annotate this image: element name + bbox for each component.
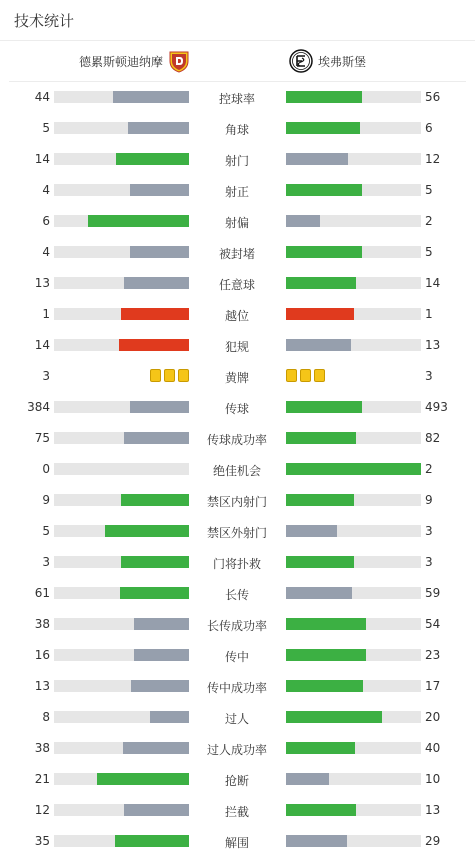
stat-row	[0, 702, 475, 733]
home-stat-bar	[54, 587, 189, 599]
away-stat-value: 40	[425, 741, 441, 755]
home-stat-value: 38	[34, 617, 50, 631]
stat-label: 过人	[224, 712, 249, 726]
stat-label: 控球率	[218, 92, 255, 106]
away-stat-value: 2	[425, 462, 433, 476]
away-stat-bar-fill	[286, 711, 382, 723]
home-stat-bar-fill	[124, 804, 189, 816]
away-stat-value: 3	[425, 524, 433, 538]
stat-label: 拦截	[224, 805, 249, 819]
away-stat-bar	[286, 153, 421, 165]
home-yellow-cards	[150, 369, 189, 382]
stat-row	[0, 175, 475, 206]
home-stat-bar-fill	[150, 711, 189, 723]
home-stat-value: 14	[34, 338, 50, 352]
away-stat-bar-fill	[286, 401, 362, 413]
yellow-card-icon	[178, 369, 189, 382]
stat-row	[0, 113, 475, 144]
away-stat-bar-fill	[286, 525, 337, 537]
stat-row	[0, 237, 475, 268]
away-stat-value: 23	[425, 648, 441, 662]
home-stat-bar-fill	[131, 680, 189, 692]
away-stat-value: 2	[425, 214, 433, 228]
home-stat-bar	[54, 525, 189, 537]
home-stat-bar	[54, 494, 189, 506]
away-stat-bar	[286, 463, 421, 475]
stat-row	[0, 144, 475, 175]
stat-label: 长传成功率	[206, 619, 267, 633]
stat-label: 禁区内射门	[206, 495, 267, 509]
away-stat-value: 54	[425, 617, 441, 631]
away-stat-bar	[286, 680, 421, 692]
home-stat-bar	[54, 835, 189, 847]
away-stat-value: 10	[425, 772, 441, 786]
home-stat-bar	[54, 556, 189, 568]
home-stat-bar	[54, 277, 189, 289]
stat-row	[0, 299, 475, 330]
away-stat-bar-fill	[286, 835, 347, 847]
away-stat-value: 59	[425, 586, 441, 600]
stat-label: 射门	[224, 154, 249, 168]
stat-row	[0, 578, 475, 609]
stat-row	[0, 206, 475, 237]
yellow-card-icon	[164, 369, 175, 382]
stat-row	[0, 795, 475, 826]
away-stat-bar	[286, 246, 421, 258]
away-stat-value: 12	[425, 152, 441, 166]
away-stat-bar-fill	[286, 804, 356, 816]
home-stat-bar-fill	[134, 649, 189, 661]
away-stat-bar-fill	[286, 215, 320, 227]
stat-label: 射正	[224, 185, 249, 199]
stat-label: 传中	[224, 650, 249, 664]
yellow-card-icon	[286, 369, 297, 382]
stat-row	[0, 454, 475, 485]
home-stat-value: 0	[42, 462, 50, 476]
away-stat-bar-fill	[286, 122, 360, 134]
home-stat-value: 6	[42, 214, 50, 228]
away-stat-value: 3	[425, 555, 433, 569]
home-stat-value: 16	[34, 648, 50, 662]
home-stat-bar-fill	[123, 742, 189, 754]
yellow-card-icon	[150, 369, 161, 382]
away-stat-bar	[286, 711, 421, 723]
home-stat-value: 9	[42, 493, 50, 507]
away-stat-bar-fill	[286, 184, 362, 196]
stat-label: 抢断	[224, 774, 249, 788]
away-stat-bar	[286, 556, 421, 568]
away-stat-bar	[286, 618, 421, 630]
elversberg-crest-icon	[289, 49, 313, 73]
stat-label: 门将扑救	[212, 557, 261, 571]
away-stat-bar-fill	[286, 277, 356, 289]
home-stat-value: 3	[42, 369, 50, 383]
home-stat-value: 384	[27, 400, 50, 414]
away-stat-value: 3	[425, 369, 433, 383]
away-stat-value: 82	[425, 431, 441, 445]
stat-label: 绝佳机会	[212, 464, 261, 478]
stat-row	[0, 82, 475, 113]
away-stat-bar	[286, 91, 421, 103]
teams-bar	[9, 41, 466, 82]
home-stat-bar	[54, 649, 189, 661]
stat-row	[0, 361, 475, 392]
home-stat-value: 8	[42, 710, 50, 724]
home-stat-bar	[54, 804, 189, 816]
page-title: 技术统计	[14, 12, 75, 30]
stat-row	[0, 423, 475, 454]
home-stat-value: 5	[42, 121, 50, 135]
away-stat-bar	[286, 277, 421, 289]
home-stat-bar	[54, 432, 189, 444]
stat-label: 解围	[224, 836, 249, 850]
away-stat-value: 9	[425, 493, 433, 507]
away-stat-bar	[286, 122, 421, 134]
away-stat-bar-fill	[286, 649, 366, 661]
away-stat-bar-fill	[286, 618, 366, 630]
home-stat-bar-fill	[124, 432, 189, 444]
away-stat-value: 13	[425, 803, 441, 817]
away-stat-value: 493	[425, 400, 448, 414]
away-stat-bar-fill	[286, 680, 363, 692]
home-stat-value: 14	[34, 152, 50, 166]
away-stat-bar-fill	[286, 91, 362, 103]
stat-row	[0, 392, 475, 423]
away-stat-bar	[286, 432, 421, 444]
home-stat-bar-fill	[105, 525, 189, 537]
stat-label: 越位	[224, 309, 249, 323]
away-stat-value: 14	[425, 276, 441, 290]
stat-label: 任意球	[218, 278, 255, 292]
away-stat-bar	[286, 773, 421, 785]
away-stat-value: 5	[425, 245, 433, 259]
away-stat-bar	[286, 742, 421, 754]
stat-row	[0, 547, 475, 578]
away-stat-bar	[286, 649, 421, 661]
home-stat-bar	[54, 742, 189, 754]
away-stat-bar-fill	[286, 153, 348, 165]
home-stat-bar-fill	[128, 122, 189, 134]
away-stat-bar	[286, 587, 421, 599]
home-stat-value: 13	[34, 276, 50, 290]
home-stat-bar-fill	[113, 91, 189, 103]
away-stat-bar	[286, 494, 421, 506]
away-stat-bar	[286, 835, 421, 847]
home-stat-value: 21	[34, 772, 50, 786]
stat-row	[0, 516, 475, 547]
home-stat-bar	[54, 773, 189, 785]
away-stat-bar-fill	[286, 432, 356, 444]
away-stat-bar	[286, 308, 421, 320]
home-stat-value: 4	[42, 245, 50, 259]
home-stat-bar-fill	[130, 246, 189, 258]
stat-label: 传球成功率	[206, 433, 267, 447]
dynamo-dresden-crest-icon	[167, 49, 191, 73]
stat-row	[0, 268, 475, 299]
home-stat-bar	[54, 122, 189, 134]
away-stat-bar-fill	[286, 587, 352, 599]
away-stat-bar-fill	[286, 556, 354, 568]
away-stat-bar	[286, 401, 421, 413]
stat-label: 传中成功率	[206, 681, 267, 695]
home-stat-bar-fill	[97, 773, 189, 785]
away-stat-value: 5	[425, 183, 433, 197]
home-stat-value: 38	[34, 741, 50, 755]
home-stat-bar-fill	[116, 153, 189, 165]
away-stat-bar-fill	[286, 339, 351, 351]
home-stat-bar	[54, 711, 189, 723]
away-stat-bar	[286, 339, 421, 351]
stat-row	[0, 733, 475, 764]
away-stat-bar	[286, 804, 421, 816]
home-stat-bar	[54, 618, 189, 630]
away-yellow-cards	[286, 369, 325, 382]
away-team[interactable]	[289, 49, 366, 73]
stat-label: 射偏	[224, 216, 249, 230]
home-team-name: 德累斯顿迪纳摩	[79, 54, 164, 69]
home-stat-bar	[54, 308, 189, 320]
home-stat-bar-fill	[115, 835, 189, 847]
home-stat-value: 13	[34, 679, 50, 693]
stats-header	[0, 0, 475, 41]
away-stat-bar-fill	[286, 494, 354, 506]
stat-label: 黄牌	[224, 371, 249, 385]
home-stat-bar	[54, 153, 189, 165]
home-stat-bar-fill	[134, 618, 189, 630]
away-stat-bar	[286, 184, 421, 196]
home-stat-bar	[54, 680, 189, 692]
away-stat-value: 17	[425, 679, 441, 693]
home-stat-bar-fill	[121, 494, 189, 506]
away-stat-bar	[286, 215, 421, 227]
home-stat-value: 44	[34, 90, 50, 104]
stat-label: 过人成功率	[206, 743, 267, 757]
away-stat-value: 6	[425, 121, 433, 135]
yellow-card-icon	[300, 369, 311, 382]
stat-row	[0, 764, 475, 795]
away-stat-bar-fill	[286, 246, 362, 258]
home-stat-bar	[54, 463, 189, 475]
home-stat-value: 61	[34, 586, 50, 600]
away-stat-bar-fill	[286, 773, 329, 785]
home-stat-value: 12	[34, 803, 50, 817]
home-stat-bar-fill	[130, 401, 189, 413]
away-stat-value: 56	[425, 90, 441, 104]
away-stat-value: 20	[425, 710, 441, 724]
home-stat-bar-fill	[119, 339, 189, 351]
home-stat-value: 35	[34, 834, 50, 848]
stat-label: 被封堵	[218, 247, 255, 261]
stat-row	[0, 485, 475, 516]
stats-list	[0, 82, 475, 857]
stat-row	[0, 330, 475, 361]
home-stat-bar	[54, 401, 189, 413]
home-stat-value: 4	[42, 183, 50, 197]
stat-row	[0, 826, 475, 857]
home-stat-value: 1	[42, 307, 50, 321]
home-stat-bar-fill	[88, 215, 189, 227]
home-stat-bar-fill	[121, 556, 189, 568]
stat-label: 犯规	[224, 340, 249, 354]
home-stat-bar	[54, 339, 189, 351]
away-stat-bar-fill	[286, 742, 355, 754]
home-stat-bar-fill	[121, 308, 189, 320]
home-team[interactable]	[79, 49, 195, 73]
stat-row	[0, 671, 475, 702]
home-stat-value: 3	[42, 555, 50, 569]
home-stat-bar	[54, 246, 189, 258]
away-stat-bar	[286, 525, 421, 537]
stat-label: 禁区外射门	[206, 526, 267, 540]
home-stat-bar	[54, 91, 189, 103]
home-stat-bar	[54, 184, 189, 196]
home-stat-bar-fill	[120, 587, 189, 599]
stat-label: 角球	[224, 123, 249, 137]
stat-label: 传球	[224, 402, 249, 416]
stat-row	[0, 609, 475, 640]
away-stat-value: 13	[425, 338, 441, 352]
home-stat-bar	[54, 215, 189, 227]
home-stat-value: 5	[42, 524, 50, 538]
home-stat-value: 75	[34, 431, 50, 445]
yellow-card-icon	[314, 369, 325, 382]
away-stat-value: 1	[425, 307, 433, 321]
home-stat-bar-fill	[124, 277, 189, 289]
stat-row	[0, 640, 475, 671]
away-team-name: 埃弗斯堡	[318, 54, 367, 69]
away-stat-bar-fill	[286, 308, 354, 320]
away-stat-bar-fill	[286, 463, 421, 475]
home-stat-bar-fill	[130, 184, 189, 196]
away-stat-value: 29	[425, 834, 441, 848]
stat-label: 长传	[224, 588, 249, 602]
